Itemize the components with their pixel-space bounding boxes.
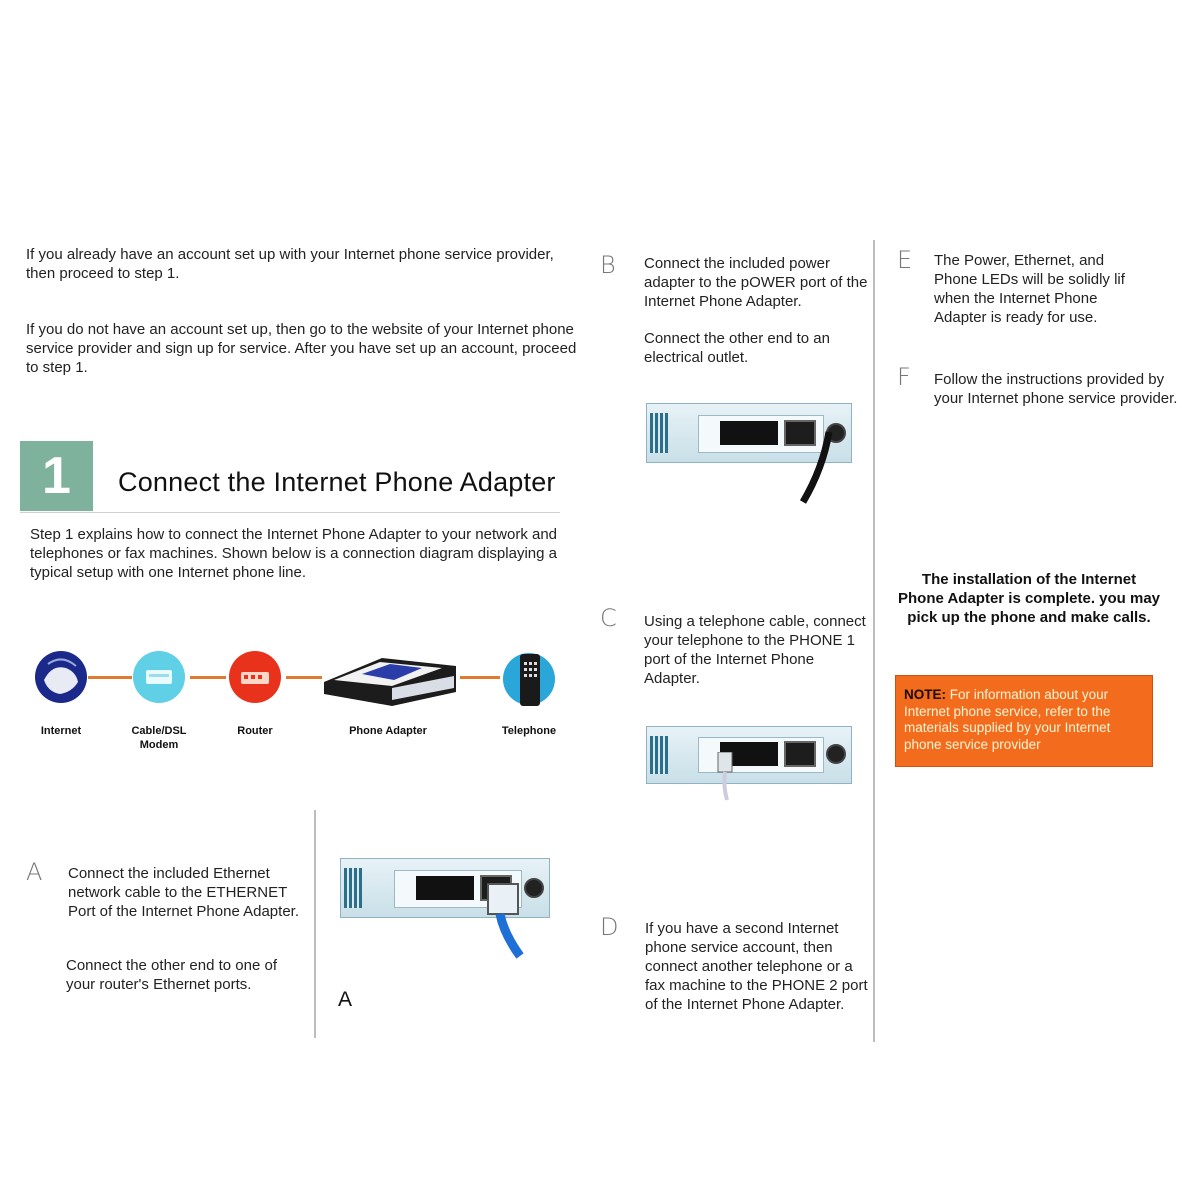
step-e-letter: E (897, 246, 913, 274)
telephone-icon (502, 650, 556, 710)
completion-message: The installation of the Internet Phone Adapter is complete. you may pick up the phone and make calls. (898, 571, 1161, 626)
step-f-text: Follow the instructions provided by your Internet phone service provider. (934, 371, 1178, 407)
step-title: Connect the Internet Phone Adapter (118, 467, 556, 497)
diagram-label-phone-adapter: Phone Adapter (349, 725, 427, 737)
modem-icon (132, 650, 186, 704)
step-b-letter: B (600, 251, 616, 279)
step-c-text: Using a telephone cable, connect your telephone to the PHONE 1 port of the Internet Phone Adapter. (644, 613, 866, 687)
step-number-badge: 1 (20, 441, 93, 511)
phone-adapter-icon (322, 652, 458, 708)
step-a-caption: A (338, 988, 353, 1011)
note-text: For information about your Internet phone service, refer to the materials supplied by your Internet phone service provider (904, 687, 1111, 752)
diagram-label-modem: Cable/DSL Modem (131, 725, 187, 751)
connector-line (190, 676, 226, 679)
step-c-letter: C (600, 604, 617, 632)
step-f-letter: F (897, 363, 911, 391)
ethernet-cable-icon (478, 878, 538, 960)
device-illustration-c (646, 726, 852, 784)
router-icon (228, 650, 282, 704)
step-e-text: The Power, Ethernet, and Phone LEDs will be solidly lif when the Internet Phone Adapter is ready for use. (934, 252, 1125, 326)
power-cable-icon (795, 420, 845, 504)
note-box (895, 675, 1153, 767)
step-d-text: If you have a second Internet phone service account, then connect another telephone or a fax machine to the PHONE 2 port of the Internet Phone Adapter. (645, 920, 868, 1013)
connector-line (286, 676, 322, 679)
step-b-text-1: Connect the included power adapter to the pOWER port of the Internet Phone Adapter. (644, 255, 868, 310)
diagram-label-telephone: Telephone (501, 725, 557, 737)
step-description: Step 1 explains how to connect the Internet Phone Adapter to your network and telephones or fax machines. Shown below is a connection diagram displaying a typical setup with one Internet phone line. (30, 526, 558, 581)
connector-line (88, 676, 132, 679)
diagram-label-internet: Internet (40, 725, 82, 737)
step-a-text-1: Connect the included Ethernet network cable to the ETHERNET Port of the Internet Phone Adapter. (68, 865, 299, 920)
column-divider (314, 810, 316, 1038)
column-divider (873, 240, 875, 1042)
step-b-text-2: Connect the other end to an electrical outlet. (644, 330, 830, 366)
diagram-label-router: Router (237, 725, 273, 737)
note-label: NOTE: (904, 687, 946, 702)
telephone-cable-icon (710, 752, 740, 802)
intro-paragraph-2: If you do not have an account set up, then go to the website of your Internet phone service provider and sign up for service. After you have set up an account, proceed to step 1. (26, 321, 577, 376)
intro-paragraph-1: If you already have an account set up with your Internet phone service provider, then proceed to step 1. (26, 246, 554, 282)
globe-icon (34, 650, 88, 704)
connection-diagram (20, 640, 580, 760)
step-a-letter: A (26, 858, 43, 886)
step-a-text-2: Connect the other end to one of your router's Ethernet ports. (66, 957, 277, 993)
step-title-underline (20, 512, 560, 513)
connector-line (460, 676, 500, 679)
step-d-letter: D (600, 913, 619, 941)
